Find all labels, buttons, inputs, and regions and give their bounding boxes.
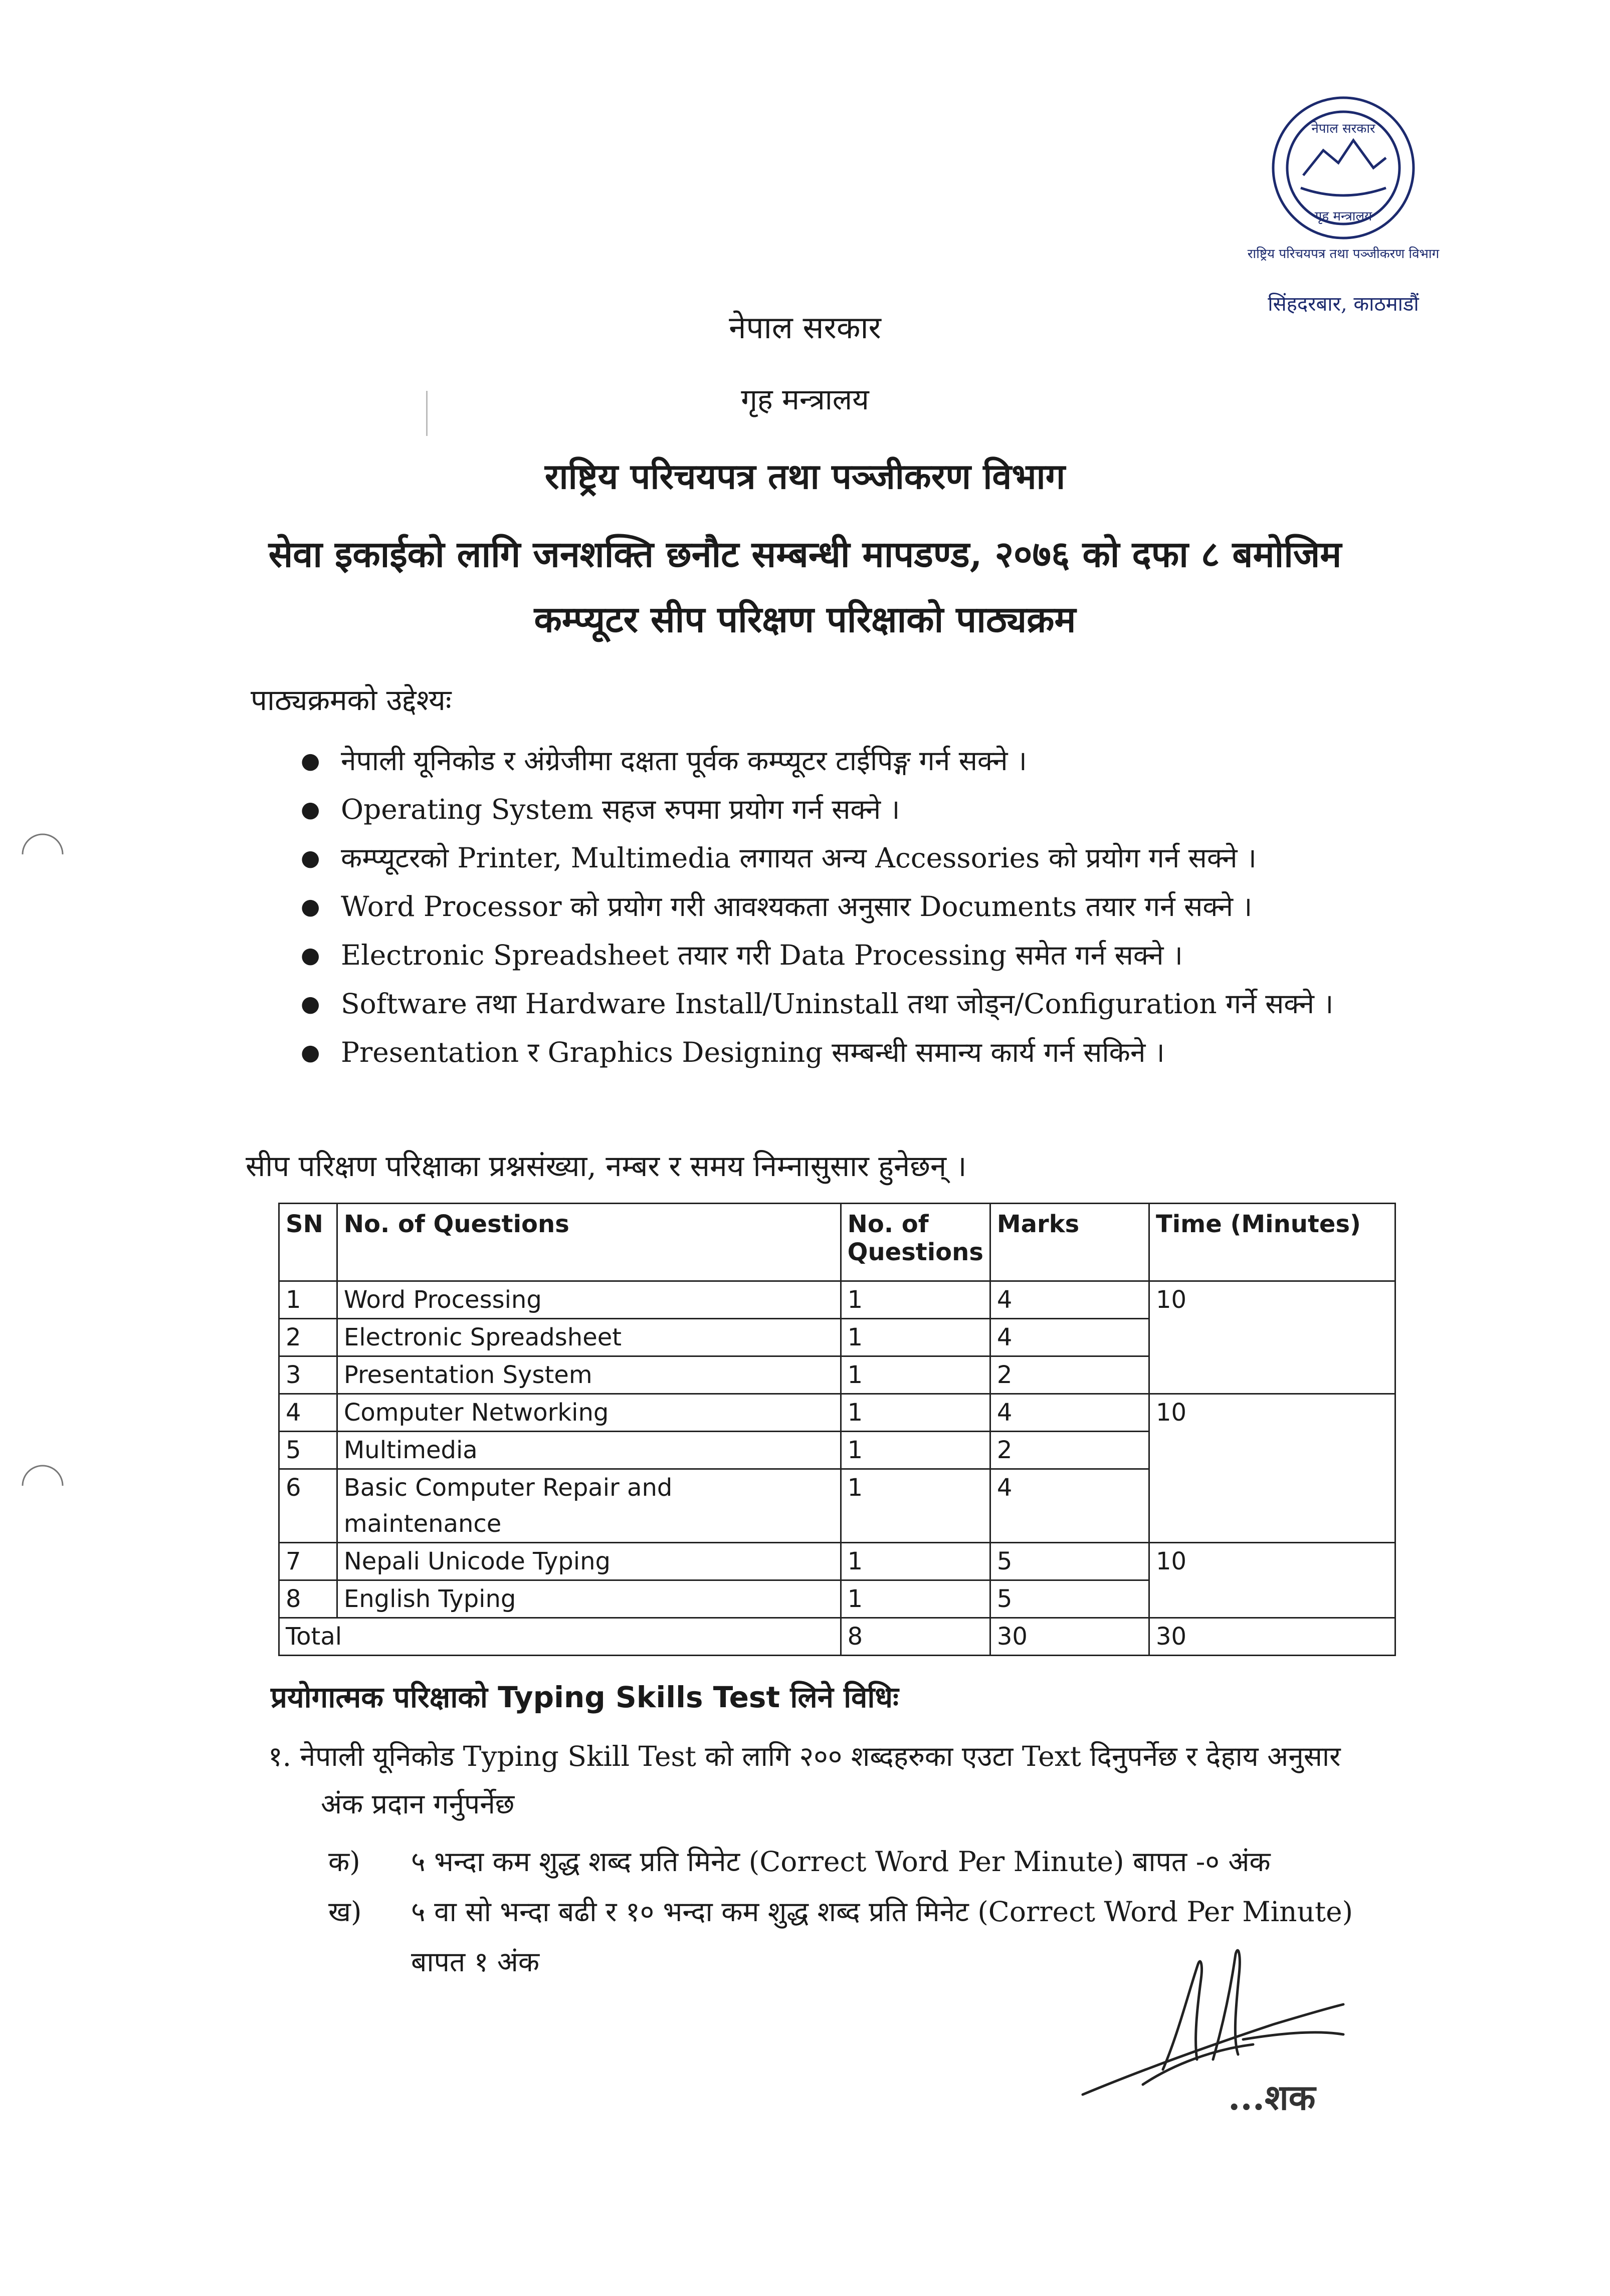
item-label: क) (328, 1846, 360, 1878)
list-item: ● Electronic Spreadsheet तयार गरी Data Processing समेत गर्न सक्ने । (301, 931, 1529, 980)
table-header-row (279, 1204, 1395, 1281)
cell-num-questions: 1 (841, 1281, 990, 1319)
government-name: नेपाल सरकार (729, 309, 881, 346)
cell-sn: 8 (279, 1580, 337, 1618)
cell-sn: 5 (279, 1432, 337, 1469)
list-item: ● नेपाली यूनिकोड र अंग्रेजीमा दक्षता पूर्वक कम्प्यूटर टाईपिङ्ग गर्न सक्ने । (301, 737, 1529, 785)
cell-total-marks: 30 (990, 1618, 1149, 1656)
cell-num-questions: 1 (841, 1469, 990, 1543)
method-item-kha: ख) ५ वा सो भन्दा बढी र १० भन्दा कम शुद्ध शब्द प्रति मिनेट (Correct Word Per Minute) (328, 1889, 1353, 1934)
table-heading: सीप परिक्षण परिक्षाका प्रश्नसंख्या, नम्बर र समय निम्नासुसार हुनेछन् । (246, 1149, 967, 1183)
method-paragraph-1: १. नेपाली यूनिकोड Typing Skill Test को लागि २०० शब्दहरुका एउटा Text दिनुपर्नेछ र देहाय अनुसार (268, 1740, 1341, 1772)
bullet-icon: ● (301, 797, 320, 822)
cell-marks: 5 (990, 1580, 1149, 1618)
svg-text:नेपाल सरकार: नेपाल सरकार (1311, 121, 1375, 136)
bullet-icon: ● (301, 943, 320, 968)
ministry-name: गृह मन्त्रालय (741, 382, 869, 416)
cell-marks: 5 (990, 1543, 1149, 1580)
cell-total-questions: 8 (841, 1618, 990, 1656)
col-header-subject: No. of Questions (337, 1204, 841, 1281)
cell-num-questions: 1 (841, 1580, 990, 1618)
cell-sn: 4 (279, 1394, 337, 1432)
list-item: ● कम्प्यूटरको Printer, Multimedia लगायत अन्य Accessories को प्रयोग गर्न सक्ने । (301, 834, 1529, 882)
objectives-heading: पाठ्यक्रमको उद्देश्यः (251, 683, 452, 717)
table-row (279, 1394, 1395, 1432)
department-seal-icon (1193, 75, 1494, 336)
cell-sn: 2 (279, 1319, 337, 1356)
cell-num-questions: 1 (841, 1319, 990, 1356)
cell-total-label: Total (279, 1618, 841, 1656)
svg-text:गृह मन्त्रालय: गृह मन्त्रालय (1314, 209, 1372, 224)
cell-subject: Multimedia (337, 1432, 841, 1469)
cell-sn: 7 (279, 1543, 337, 1580)
cell-num-questions: 1 (841, 1394, 990, 1432)
cell-subject: Basic Computer Repair and maintenance (337, 1469, 841, 1543)
cell-sn: 6 (279, 1469, 337, 1543)
svg-text:राष्ट्रिय परिचयपत्र तथा पञ्जीक: राष्ट्रिय परिचयपत्र तथा पञ्जीकरण विभाग (1247, 247, 1440, 262)
cell-marks: 4 (990, 1469, 1149, 1543)
document-title: कम्प्यूटर सीप परिक्षण परिक्षाको पाठ्यक्रम (534, 598, 1076, 640)
table-row (279, 1543, 1395, 1580)
table-total-row (279, 1618, 1395, 1656)
cell-num-questions: 1 (841, 1543, 990, 1580)
exam-marks-table (278, 1203, 1396, 1656)
col-header-num-questions: No. of Questions (841, 1204, 990, 1281)
cell-total-time: 30 (1149, 1618, 1395, 1656)
col-header-time: Time (Minutes) (1149, 1204, 1395, 1281)
signature-icon (1063, 1934, 1373, 2120)
cell-marks: 4 (990, 1319, 1149, 1356)
cell-marks: 2 (990, 1356, 1149, 1394)
cell-sn: 1 (279, 1281, 337, 1319)
punch-hole-icon (20, 1463, 65, 1508)
method-item-ka: क) ५ भन्दा कम शुद्ध शब्द प्रति मिनेट (Correct Word Per Minute) बापत -० अंक (328, 1839, 1271, 1884)
bullet-icon: ● (301, 845, 320, 871)
cell-num-questions: 1 (841, 1432, 990, 1469)
bullet-icon: ● (301, 748, 320, 774)
department-name: राष्ट्रिय परिचयपत्र तथा पञ्जीकरण विभाग (544, 455, 1066, 497)
list-item: ● Software तथा Hardware Install/Uninstall तथा जोड्न/Configuration गर्ने सक्ने । (301, 980, 1529, 1028)
cell-subject: English Typing (337, 1580, 841, 1618)
cell-subject: Nepali Unicode Typing (337, 1543, 841, 1580)
col-header-sn: SN (279, 1204, 337, 1281)
cell-time: 10 (1149, 1281, 1395, 1394)
cell-marks: 4 (990, 1394, 1149, 1432)
list-item: ● Word Processor को प्रयोग गरी आवश्यकता अनुसार Documents तयार गर्न सक्ने । (301, 882, 1529, 931)
method-heading: प्रयोगात्मक परिक्षाको Typing Skills Test लिने विधिः (271, 1680, 899, 1714)
cell-marks: 4 (990, 1281, 1149, 1319)
cell-subject: Computer Networking (337, 1394, 841, 1432)
cell-time: 10 (1149, 1543, 1395, 1618)
list-item: ● Presentation र Graphics Designing सम्बन्धी समान्य कार्य गर्न सकिने । (301, 1028, 1529, 1077)
bullet-icon: ● (301, 894, 320, 920)
cell-subject: Presentation System (337, 1356, 841, 1394)
document-reference: सेवा इकाईको लागि जनशक्ति छनौट सम्बन्धी मापडण्ड, २०७६ को दफा ८ बमोजिम (268, 533, 1342, 575)
cell-subject: Word Processing (337, 1281, 841, 1319)
svg-text:सिंहदरबार, काठमाडौं: सिंहदरबार, काठमाडौं (1268, 293, 1419, 316)
method-paragraph-1-cont: अंक प्रदान गर्नुपर्नेछ (321, 1788, 515, 1820)
method-item-kha-cont: बापत १ अंक (411, 1946, 540, 1978)
item-label: ख) (328, 1896, 362, 1928)
cell-marks: 2 (990, 1432, 1149, 1469)
cell-sn: 3 (279, 1356, 337, 1394)
col-header-marks: Marks (990, 1204, 1149, 1281)
cell-subject: Electronic Spreadsheet (337, 1319, 841, 1356)
list-item: ● Operating System सहज रुपमा प्रयोग गर्न सक्ने । (301, 785, 1529, 834)
cell-num-questions: 1 (841, 1356, 990, 1394)
cell-time: 10 (1149, 1394, 1395, 1543)
bullet-icon: ● (301, 991, 320, 1017)
table-row (279, 1281, 1395, 1319)
punch-hole-icon (20, 832, 65, 877)
svg-text:...शक: ...शक (1228, 2077, 1316, 2118)
bullet-icon: ● (301, 1040, 320, 1065)
objectives-list (301, 737, 1529, 1077)
